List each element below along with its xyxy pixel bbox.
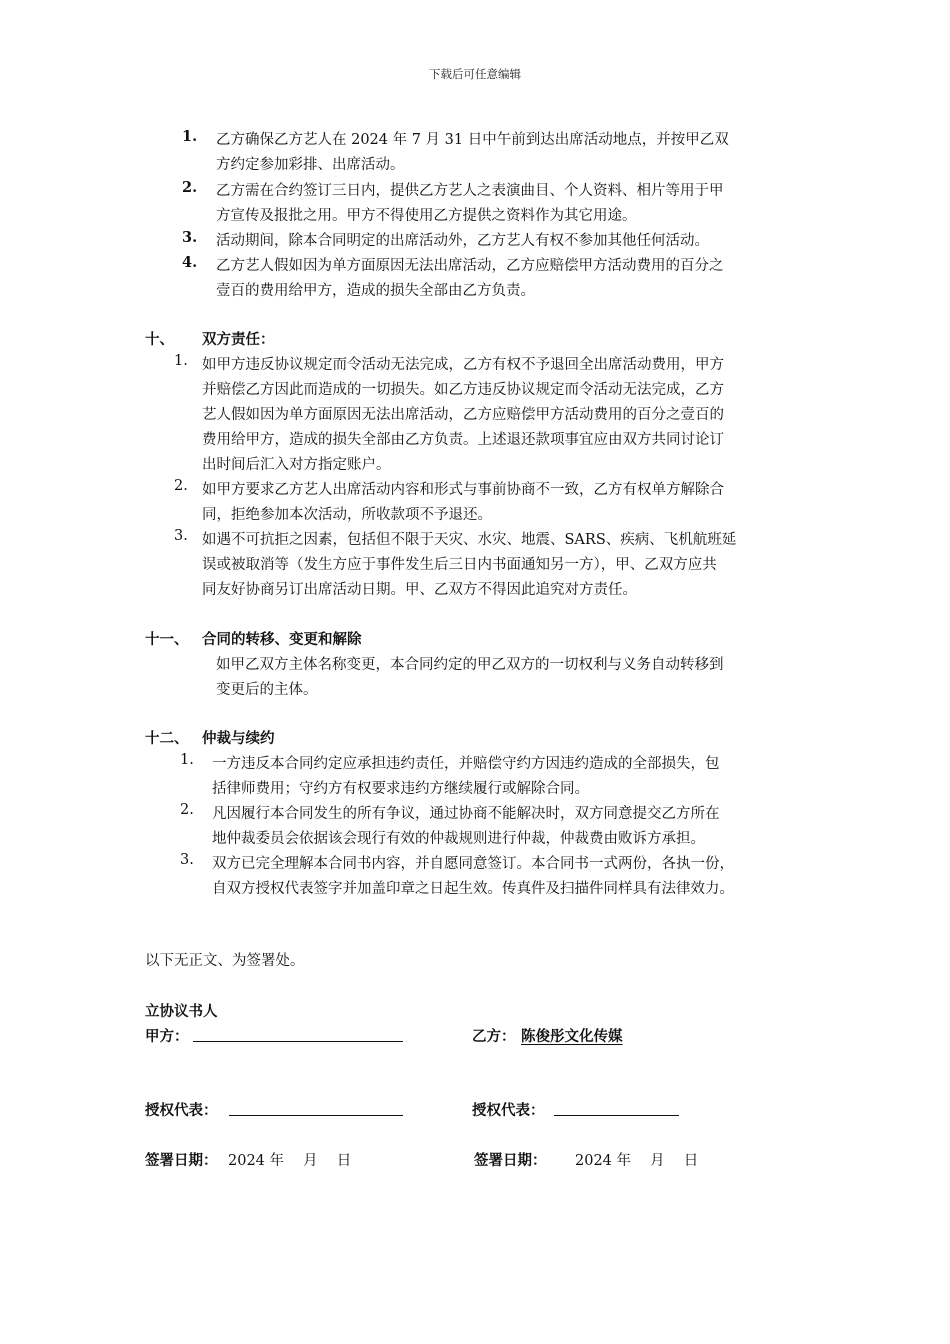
list-item-line: 如甲方要求乙方艺人出席活动内容和形式与事前协商不一致，乙方有权单方解除合 <box>202 482 724 498</box>
signature-heading: 立协议书人 <box>145 1003 218 1020</box>
section-number: 十一、 <box>145 631 189 648</box>
section-title: 双方责任： <box>202 331 275 348</box>
rep-label-a: 授权代表： <box>145 1102 218 1119</box>
rep-a-signature-line[interactable] <box>229 1099 403 1116</box>
page-header: 下载后可任意编辑 <box>429 67 521 81</box>
list-item-number: 2. <box>182 179 198 196</box>
closing-note: 以下无正文、为签署处。 <box>145 953 305 969</box>
list-item-line: 出时间后汇入对方指定账户。 <box>202 457 391 473</box>
list-item-line: 方约定参加彩排、出席活动。 <box>216 157 405 173</box>
date-label-b: 签署日期： <box>474 1152 547 1169</box>
list-item-line: 乙方艺人假如因为单方面原因无法出席活动，乙方应赔偿甲方活动费用的百分之 <box>216 258 724 274</box>
rep-b-signature-line[interactable] <box>554 1099 679 1116</box>
list-item-line: 地仲裁委员会依据该会现行有效的仲裁规则进行仲裁，仲裁费由败诉方承担。 <box>212 831 705 847</box>
list-item-line: 双方已完全理解本合同书内容，并自愿同意签订。本合同书一式两份，各执一份， <box>212 856 734 872</box>
date-value-b: 2024 年 月 日 <box>575 1153 699 1169</box>
list-item-line: 并赔偿乙方因此而造成的一切损失。如乙方违反协议规定而令活动无法完成，乙方 <box>202 382 724 398</box>
list-item-number: 3. <box>180 852 194 868</box>
list-item-line: 艺人假如因为单方面原因无法出席活动，乙方应赔偿甲方活动费用的百分之壹百的 <box>202 407 724 423</box>
party-a-signature-line[interactable] <box>193 1025 403 1042</box>
list-item-line: 自双方授权代表签字并加盖印章之日起生效。传真件及扫描件同样具有法律效力。 <box>212 881 734 897</box>
date-label-a: 签署日期： <box>145 1152 218 1169</box>
section-number: 十二、 <box>145 730 189 747</box>
list-item-line: 乙方确保乙方艺人在 2024 年 7 月 31 日中午前到达出席活动地点，并按甲乙双 <box>216 132 729 148</box>
list-item-number: 2. <box>180 802 194 818</box>
list-item-line: 壹百的费用给甲方，造成的损失全部由乙方负责。 <box>216 283 535 299</box>
list-item-line: 费用给甲方，造成的损失全部由乙方负责。上述退还款项事宜应由双方共同讨论订 <box>202 432 724 448</box>
list-item-line: 凡因履行本合同发生的所有争议，通过协商不能解决时，双方同意提交乙方所在 <box>212 806 720 822</box>
list-item-number: 1. <box>174 353 188 369</box>
section-title: 仲裁与续约 <box>202 730 275 747</box>
list-item-number: 4. <box>182 254 198 271</box>
party-b-label: 乙方： <box>472 1028 516 1045</box>
list-item-number: 2. <box>174 478 188 494</box>
list-item-line: 一方违反本合同约定应承担违约责任，并赔偿守约方因违约造成的全部损失，包 <box>212 756 720 772</box>
list-item-line: 乙方需在合约签订三日内，提供乙方艺人之表演曲目、个人资料、相片等用于甲 <box>216 183 724 199</box>
list-item-line: 如遇不可抗拒之因素，包括但不限于天灾、水灾、地震、SARS、疾病、飞机航班延 <box>202 532 737 548</box>
rep-label-b: 授权代表： <box>472 1102 545 1119</box>
list-item-number: 1. <box>182 128 198 145</box>
list-item-line: 同友好协商另订出席活动日期。甲、乙双方不得因此追究对方责任。 <box>202 582 637 598</box>
list-item-number: 1. <box>180 752 194 768</box>
party-b-name: 陈俊彤文化传媒 <box>521 1028 623 1045</box>
paragraph-line: 如甲乙双方主体名称变更，本合同约定的甲乙双方的一切权利与义务自动转移到 <box>216 657 724 673</box>
party-a-label: 甲方： <box>145 1028 189 1045</box>
list-item-number: 3. <box>174 528 188 544</box>
paragraph-line: 变更后的主体。 <box>216 682 318 698</box>
list-item-line: 同，拒绝参加本次活动，所收款项不予退还。 <box>202 507 492 523</box>
list-item-line: 如甲方违反协议规定而令活动无法完成，乙方有权不予退回全出席活动费用，甲方 <box>202 357 724 373</box>
section-number: 十、 <box>145 331 174 348</box>
list-item-line: 误或被取消等（发生方应于事件发生后三日内书面通知另一方），甲、乙双方应共 <box>202 557 717 573</box>
list-item-number: 3. <box>182 229 198 246</box>
list-item-line: 方宣传及报批之用。甲方不得使用乙方提供之资料作为其它用途。 <box>216 208 637 224</box>
date-value-a: 2024 年 月 日 <box>228 1153 352 1169</box>
section-title: 合同的转移、变更和解除 <box>202 631 362 648</box>
list-item-line: 括律师费用；守约方有权要求违约方继续履行或解除合同。 <box>212 781 589 797</box>
list-item-line: 活动期间，除本合同明定的出席活动外，乙方艺人有权不参加其他任何活动。 <box>216 233 709 249</box>
